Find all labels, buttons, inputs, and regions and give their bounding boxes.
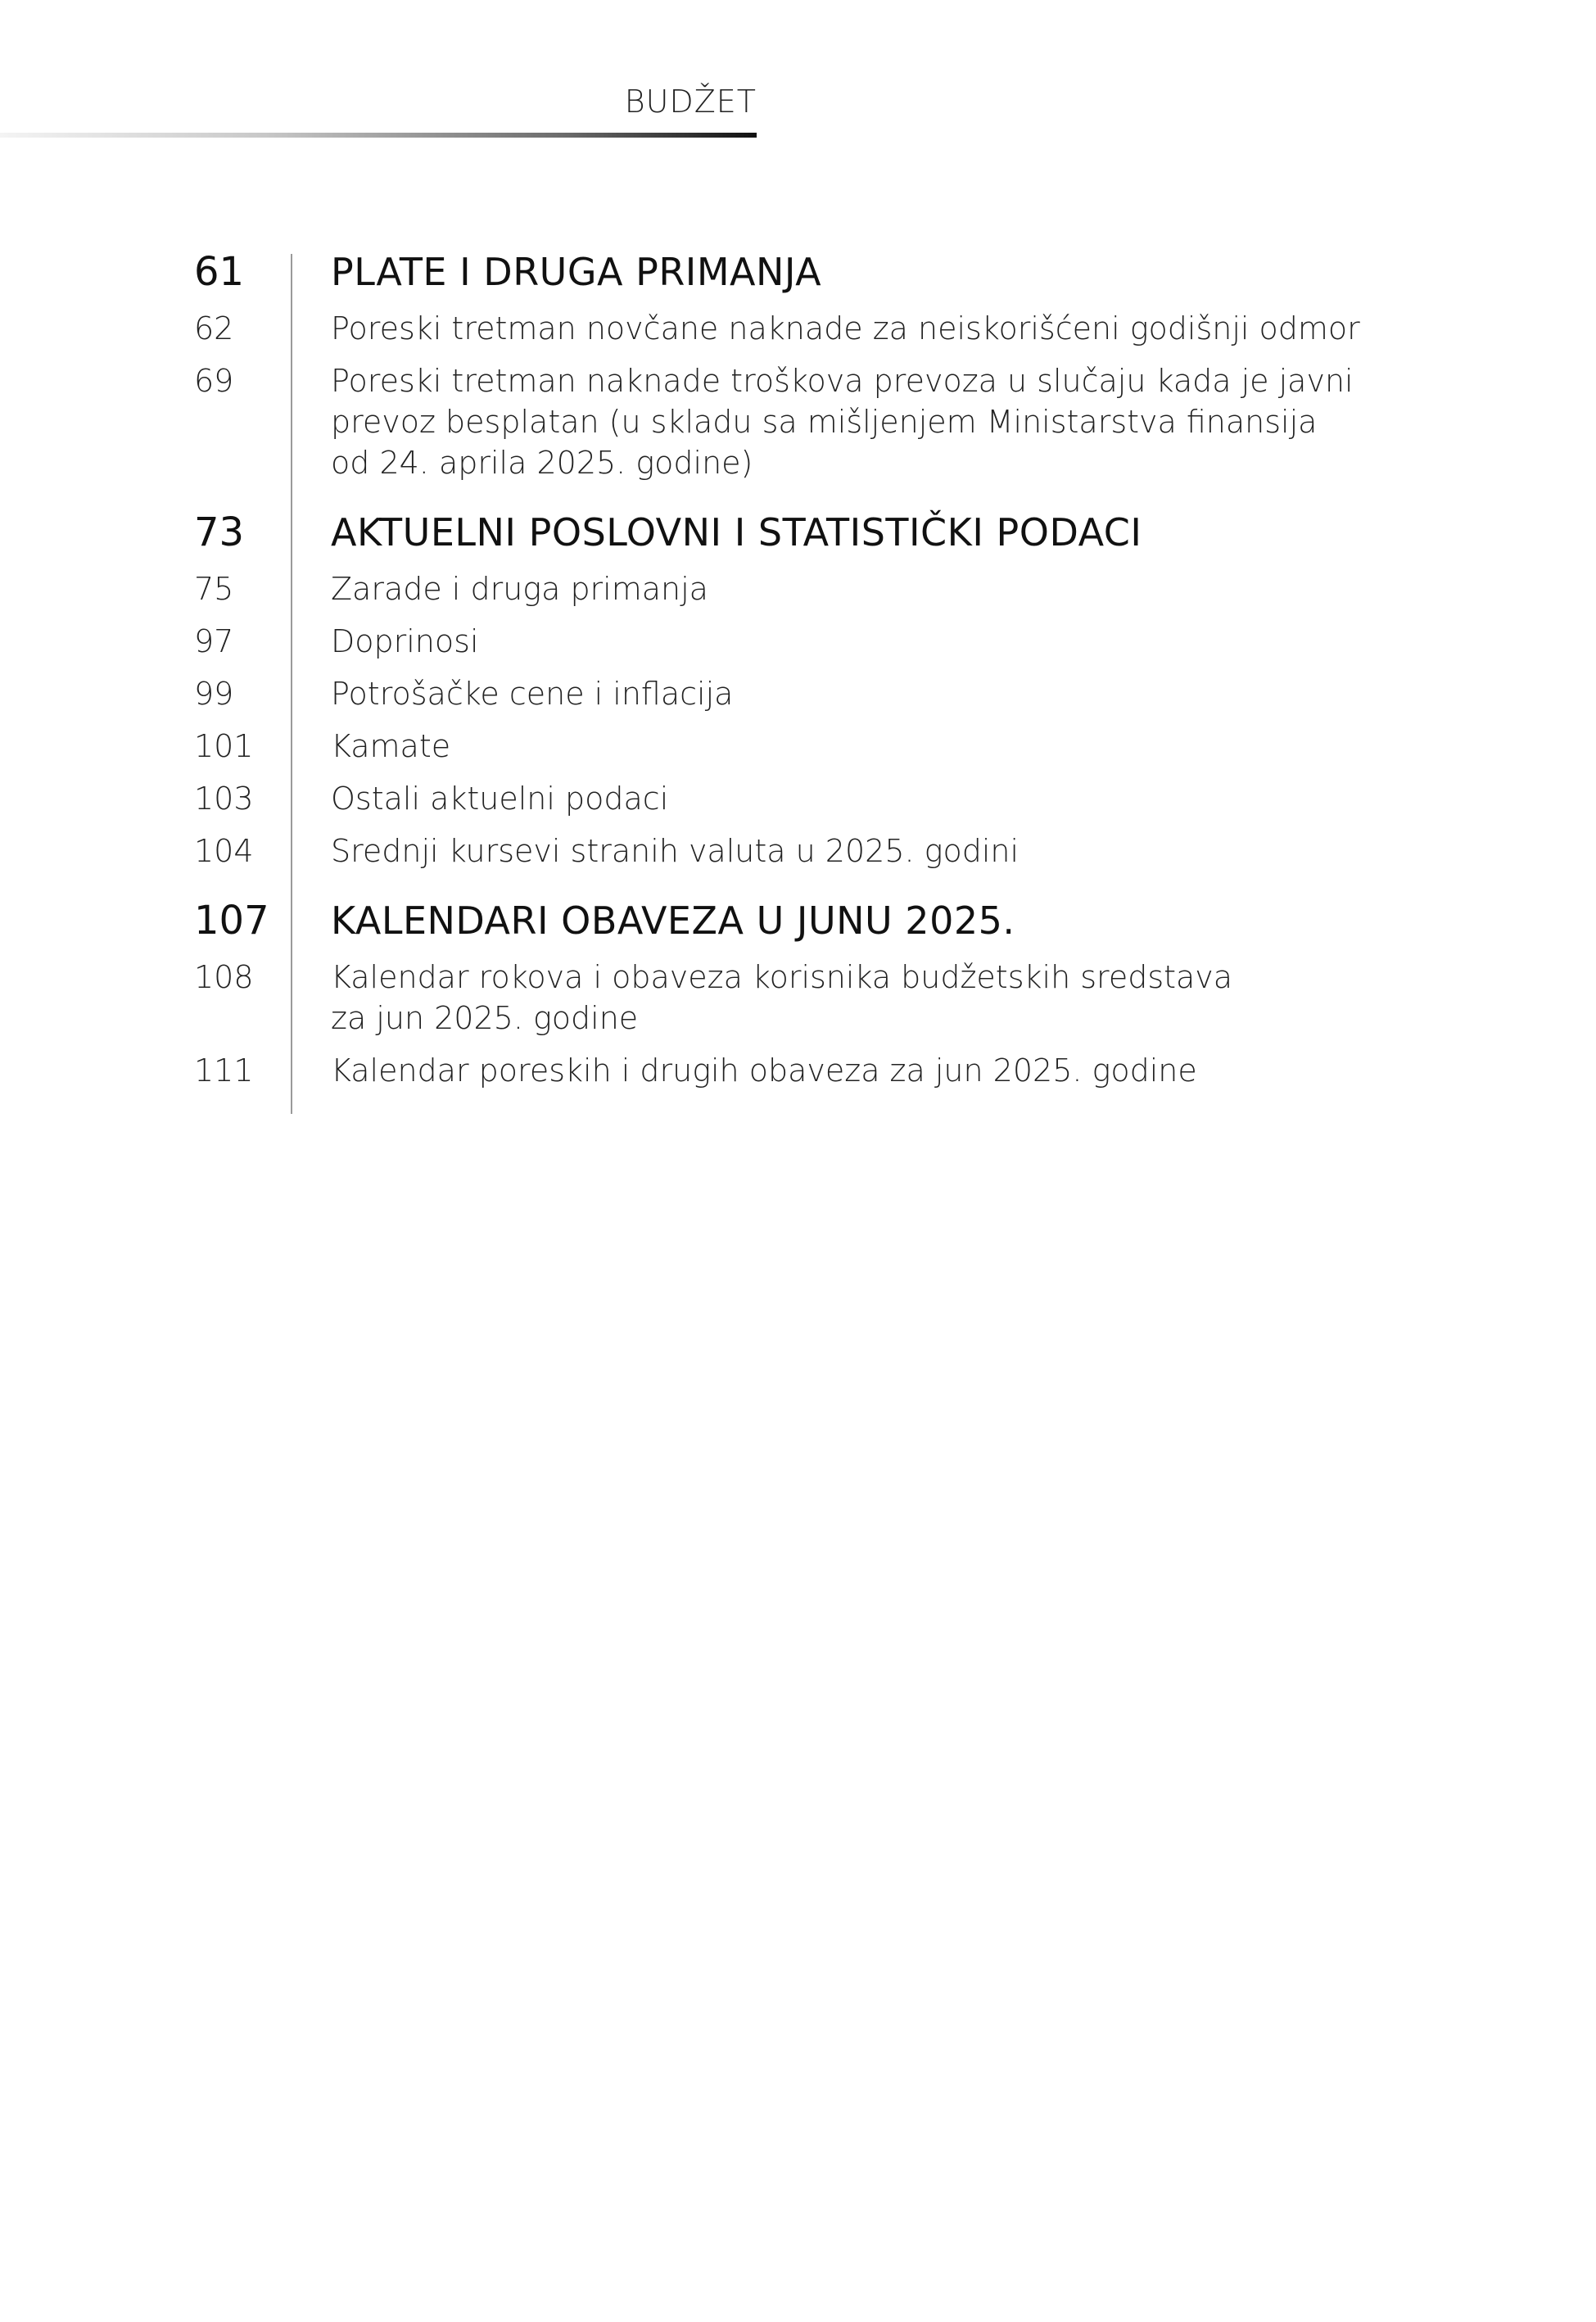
entry-page-number: 99 — [194, 676, 234, 712]
toc-entry[interactable] — [194, 831, 1373, 871]
toc-entry[interactable] — [194, 568, 1373, 609]
entry-page-number: 97 — [194, 623, 234, 659]
entry-title: Zarade i druga primanja — [331, 571, 708, 607]
toc-entry[interactable] — [194, 621, 1373, 662]
entry-title: Doprinosi — [331, 623, 479, 659]
entry-title: Kalendar rokova i obaveza korisnika budžetskih sredstava za jun 2025. godine — [331, 959, 1233, 1036]
entry-page-number: 111 — [194, 1052, 254, 1089]
section-page-number: 73 — [194, 509, 245, 555]
toc-entry[interactable] — [194, 308, 1373, 349]
entry-title: Srednji kursevi stranih valuta u 2025. godini — [331, 833, 1020, 869]
entry-page-number: 62 — [194, 310, 234, 346]
toc-section — [194, 506, 1373, 871]
entry-page-number: 101 — [194, 728, 254, 764]
entry-title: Potrošačke cene i inflacija — [331, 676, 734, 712]
entry-title: Poreski tretman naknade troškova prevoza u slučaju kada je javni prevoz besplatan (u skladu sa mišljenjem Ministarstva finansija od 24. aprila 2025. godine) — [331, 363, 1354, 481]
entry-page-number: 103 — [194, 781, 254, 817]
section-title: PLATE I DRUGA PRIMANJA — [331, 250, 822, 294]
section-page-number: 61 — [194, 249, 245, 295]
entry-title: Ostali aktuelni podaci — [331, 781, 669, 817]
header-title: BUDŽET — [624, 84, 757, 120]
entry-page-number: 75 — [194, 571, 234, 607]
entry-title: Kalendar poreskih i drugih obaveza za jun 2025. godine — [331, 1052, 1197, 1089]
entry-title: Kamate — [331, 728, 451, 764]
toc-entry[interactable] — [194, 1050, 1373, 1091]
toc-entry[interactable] — [194, 360, 1373, 483]
entry-page-number: 108 — [194, 959, 254, 995]
section-page-number: 107 — [194, 898, 269, 944]
entry-title: Poreski tretman novčane naknade za neiskorišćeni godišnji odmor — [331, 310, 1360, 346]
toc-section-heading[interactable] — [194, 246, 1373, 298]
toc-entry[interactable] — [194, 726, 1373, 767]
toc-section — [194, 894, 1373, 1091]
table-of-contents — [194, 246, 1373, 1102]
section-title: KALENDARI OBAVEZA U JUNU 2025. — [331, 898, 1015, 943]
toc-section-heading[interactable] — [194, 894, 1373, 947]
entry-page-number: 69 — [194, 363, 234, 399]
toc-entry[interactable] — [194, 957, 1373, 1039]
toc-entry[interactable] — [194, 673, 1373, 714]
running-header — [0, 79, 757, 144]
toc-section — [194, 246, 1373, 483]
toc-entry[interactable] — [194, 778, 1373, 819]
toc-section-heading[interactable] — [194, 506, 1373, 559]
section-title: AKTUELNI POSLOVNI I STATISTIČKI PODACI — [331, 510, 1142, 554]
header-rule — [0, 133, 757, 138]
entry-page-number: 104 — [194, 833, 254, 869]
